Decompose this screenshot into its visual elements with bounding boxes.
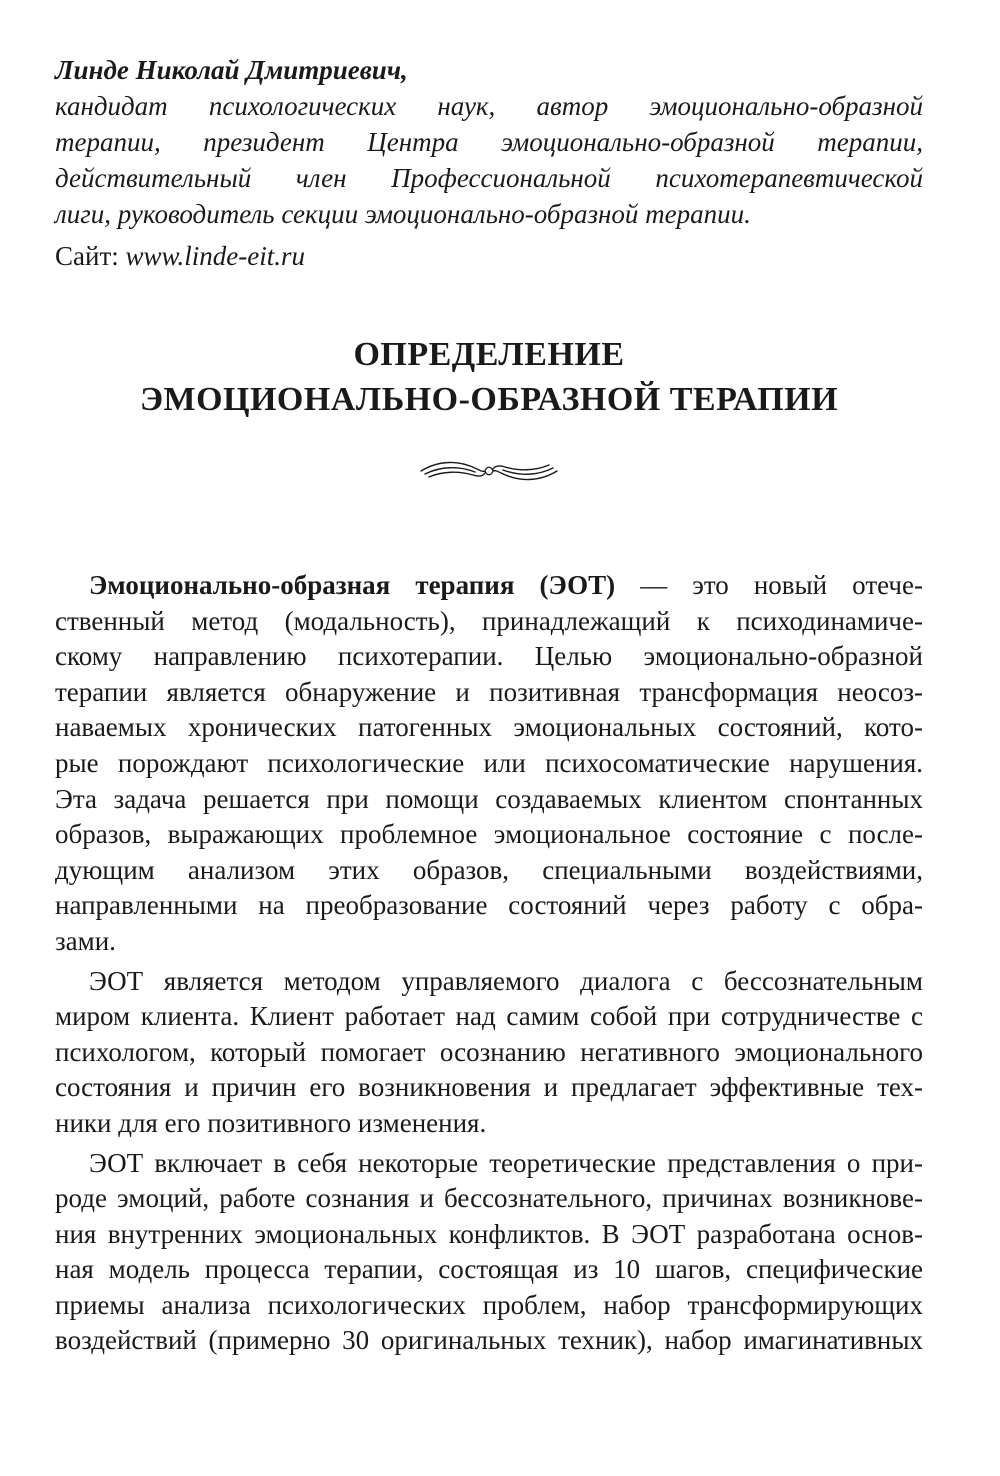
paragraph-line: направленными на преобразование состояний через работу с обра- — [55, 890, 923, 921]
paragraph-line: скому направлению психотерапии. Целью эмоционально-образной — [55, 641, 923, 672]
paragraph-line: наваемых хронических патогенных эмоциональных состояний, кото- — [55, 712, 923, 743]
chapter-title — [55, 332, 923, 422]
paragraph-line: образов, выражающих проблемное эмоциональное состояние с после- — [55, 819, 923, 850]
paragraph-line-rest: — это новый отече- — [615, 570, 923, 600]
author-description-line: лиги, руководитель секции эмоционально-образной терапии. — [55, 199, 751, 229]
paragraph-line: ЭОТ является методом управляемого диалога с бессознательным — [89, 965, 923, 996]
paragraph-line: зами. — [55, 925, 116, 956]
author-description — [55, 88, 923, 232]
paragraph-line: ная модель процесса терапии, состоящая из 10 шагов, специфические — [55, 1254, 923, 1285]
author-name: Линде Николай Дмитриевич, — [55, 55, 408, 85]
paragraph-line: приемы анализа психологических проблем, набор трансформирующих — [55, 1289, 923, 1320]
paragraph-2 — [55, 964, 923, 1142]
lead-term: Эмоционально-образная терапия (ЭОТ) — [89, 570, 616, 600]
paragraph-line: дующим анализом этих образов, специальными воздействиями, — [55, 854, 923, 885]
paragraph-line: рые порождают психологические или психосоматические нарушения. — [55, 747, 923, 778]
paragraph-line: ственный метод (модальность), принадлежащий к психодинамиче- — [55, 605, 923, 636]
body-text — [55, 568, 923, 1359]
paragraph-line: ЭОТ включает в себя некоторые теоретические представления о при- — [89, 1147, 923, 1178]
author-description-line: терапии, президент Центра эмоционально-образной терапии, — [55, 127, 923, 157]
paragraph-line: Эта задача решается при помощи создаваемых клиентом спонтанных — [55, 783, 923, 814]
paragraph-line: воздействий (примерно 30 оригинальных техник), набор имагинативных — [55, 1325, 923, 1356]
paragraph-1 — [55, 568, 923, 960]
flourish-ornament-icon — [419, 456, 559, 486]
site-label: Сайт: — [55, 241, 119, 271]
paragraph-line: роде эмоций, работе сознания и бессознательного, причинах возникнове- — [55, 1183, 923, 1214]
paragraph-line — [55, 568, 923, 604]
author-site — [55, 238, 923, 274]
paragraph-3 — [55, 1146, 923, 1360]
paragraph-line: состояния и причин его возникновения и предлагает эффективные тех- — [55, 1072, 923, 1103]
author-block — [55, 52, 923, 232]
author-description-line: кандидат психологических наук, автор эмоционально-образной — [55, 91, 923, 121]
site-url: www.linde-eit.ru — [125, 241, 305, 271]
paragraph-line: терапии является обнаружение и позитивная трансформация неосоз- — [55, 676, 923, 707]
paragraph-line: ния внутренних эмоциональных конфликтов. В ЭОТ разработана основ- — [55, 1218, 923, 1249]
chapter-title-line2: ЭМОЦИОНАЛЬНО-ОБРАЗНОЙ ТЕРАПИИ — [139, 381, 839, 418]
author-description-line: действительный член Профессиональной психотерапевтической — [55, 163, 923, 193]
chapter-title-line1: ОПРЕДЕЛЕНИЕ — [353, 336, 625, 373]
paragraph-line: психологом, который помогает осознанию негативного эмоционального — [55, 1036, 923, 1067]
paragraph-line: ники для его позитивного изменения. — [55, 1107, 487, 1138]
paragraph-line: миром клиента. Клиент работает над самим собой при сотрудничестве с — [55, 1001, 923, 1032]
book-page — [55, 52, 923, 1359]
